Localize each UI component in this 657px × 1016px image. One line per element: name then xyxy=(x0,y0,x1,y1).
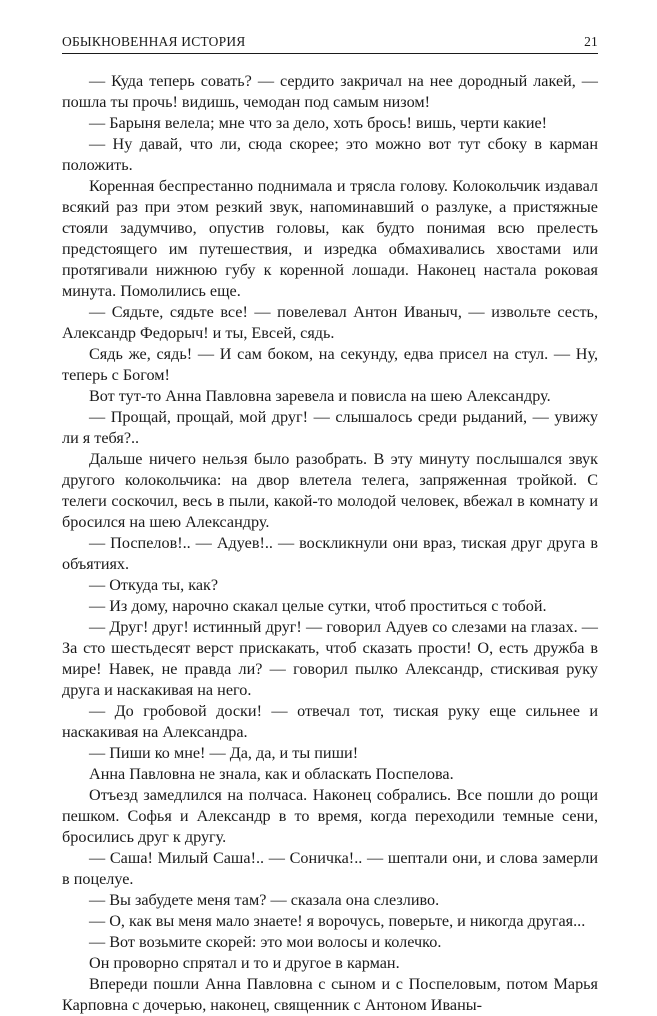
paragraph: — Куда теперь совать? — сердито закричал на нее дородный лакей, — пошла ты прочь! видишь, чемодан под самым низом! xyxy=(62,72,598,111)
running-header xyxy=(62,34,598,54)
page-number: 21 xyxy=(584,34,598,49)
paragraph: Он проворно спрятал и то и другое в карман. xyxy=(89,954,400,972)
paragraph: — Саша! Милый Саша!.. — Соничка!.. — шептали они, и слова замерли в поцелуе. xyxy=(62,849,598,888)
paragraph: — Сядьте, сядьте все! — повелевал Антон Иваныч, — извольте сесть, Александр Федорыч! и ты, Евсей, сядь. xyxy=(62,303,598,342)
running-title: ОБЫКНОВЕННАЯ ИСТОРИЯ xyxy=(62,34,246,49)
paragraph: Впереди пошли Анна Павловна с сыном и с Поспеловым, потом Марья Карповна с дочерью, наконец, священник с Антоном Иваны- xyxy=(62,975,598,1014)
paragraph: — До гробовой доски! — отвечал тот, тиская руку еще сильнее и наскакивая на Александра. xyxy=(62,702,598,741)
paragraph: — Ну давай, что ли, сюда скорее; это можно вот тут сбоку в карман положить. xyxy=(62,135,598,174)
paragraph: Отъезд замедлился на полчаса. Наконец собрались. Все пошли до рощи пешком. Софья и Александр в то время, когда переходили темные сени, бросились друг к другу. xyxy=(62,786,598,846)
paragraph: — Вот возьмите скорей: это мои волосы и колечко. xyxy=(89,933,442,951)
book-page xyxy=(62,34,598,1016)
paragraph: — Прощай, прощай, мой друг! — слышалось среди рыданий, — увижу ли я тебя?.. xyxy=(62,408,598,447)
paragraph: — Пиши ко мне! — Да, да, и ты пиши! xyxy=(89,744,359,762)
paragraph: — Вы забудете меня там? — сказала она слезливо. xyxy=(89,891,440,909)
page-body xyxy=(62,71,598,1016)
paragraph: — Друг! друг! истинный друг! — говорил Адуев со слезами на глазах. — За сто шестьдесят верст прискакать, чтоб сказать прости! О, есть дружба в мире! Навек, не правда ли? — говорил пылко Александр, стискивая руку друга и наскакивая на него. xyxy=(62,618,598,699)
paragraph: — Откуда ты, как? xyxy=(89,576,219,594)
paragraph: Вот тут-то Анна Павловна заревела и повисла на шею Александру. xyxy=(89,387,551,405)
paragraph: Коренная беспрестанно поднимала и трясла голову. Колокольчик издавал всякий раз при этом резкий звук, напоминавший о разлуке, а пристяжные стояли задумчиво, опустив головы, как будто понимая всю прелесть предстоящего им путешествия, и изредка обмахивались хвостами или протягивали нижнюю губу к коренной лошади. Наконец настала роковая минута. Помолились еще. xyxy=(62,177,598,300)
paragraph: Сядь же, сядь! — И сам боком, на секунду, едва присел на стул. — Ну, теперь с Богом! xyxy=(62,345,598,384)
paragraph: Дальше ничего нельзя было разобрать. В эту минуту послышался звук другого колокольчика: на двор влетела телега, запряженная тройкой. С телеги соскочил, весь в пыли, какой-то молодой человек, вбежал в комнату и бросился на шею Александру. xyxy=(62,450,598,531)
paragraph: — Поспелов!.. — Адуев!.. — воскликнули они враз, тиская друг друга в объятиях. xyxy=(62,534,598,573)
paragraph: — Барыня велела; мне что за дело, хоть брось! вишь, черти какие! xyxy=(89,114,548,132)
paragraph: — Из дому, нарочно скакал целые сутки, чтоб проститься с тобой. xyxy=(89,597,547,615)
paragraph: Анна Павловна не знала, как и обласкать Поспелова. xyxy=(89,765,454,783)
paragraph: — О, как вы меня мало знаете! я ворочусь, поверьте, и никогда другая... xyxy=(89,912,586,930)
